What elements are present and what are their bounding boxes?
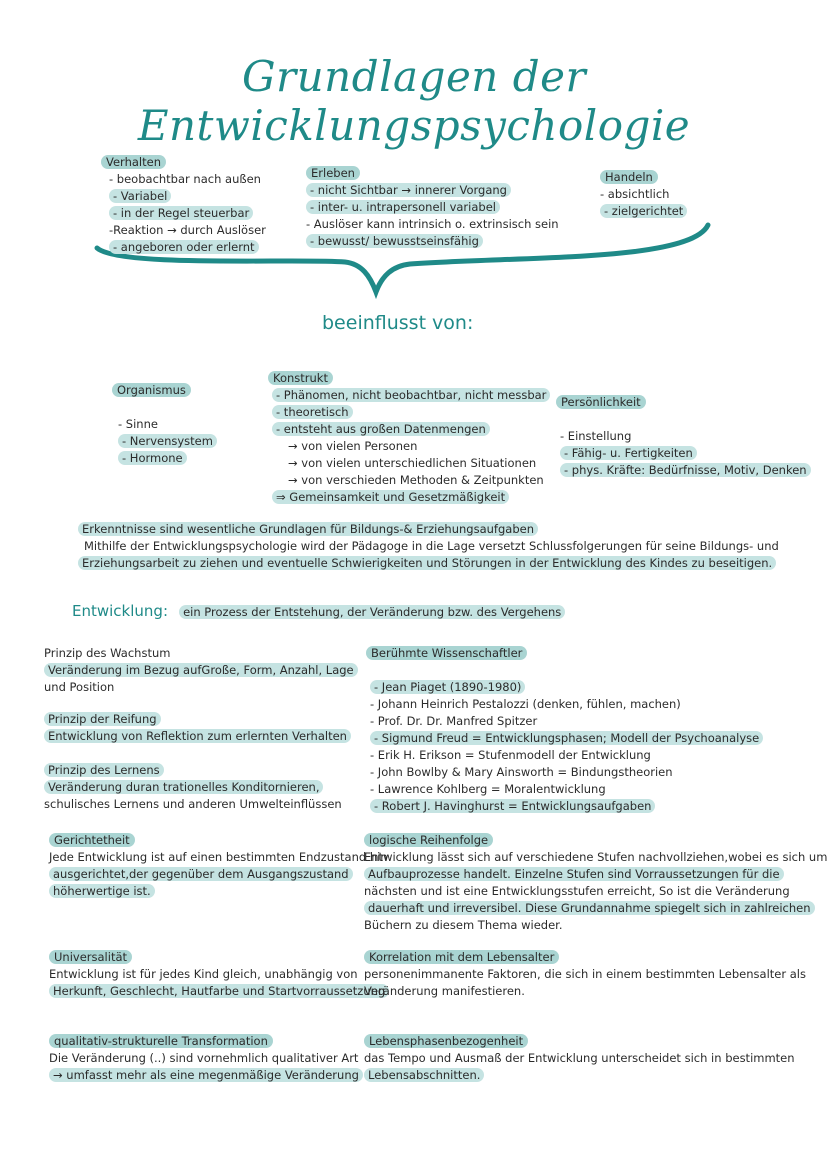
section-line: Veränderung duran trationelles Konditornieren,: [44, 780, 323, 794]
section-line: Die Veränderung (..) sind vornehmlich qualitativer Art: [49, 1051, 359, 1065]
section-line: und Position: [44, 680, 115, 694]
entwicklung-text: ein Prozess der Entstehung, der Veränderung bzw. des Vergehens: [179, 605, 565, 619]
organismus-block: [112, 382, 217, 467]
principle-transformation: [49, 1033, 363, 1084]
handeln-item: - absichtlich: [600, 187, 670, 201]
principle-lernens: [44, 762, 342, 813]
section-heading: Lebensphasenbezogenheit: [364, 1034, 528, 1048]
section-heading: Korrelation mit dem Lebensalter: [364, 950, 559, 964]
lebensphasenbezogenheit: [364, 1033, 795, 1084]
handeln-heading: Handeln: [600, 170, 658, 184]
page-title: Grundlagen der Entwicklungspsychologie: [137, 52, 691, 150]
section-line: schulisches Lernens und anderen Umwelteinflüssen: [44, 797, 342, 811]
verhalten-block: [101, 154, 266, 256]
section-line: Lebensabschnitten.: [364, 1068, 484, 1082]
organismus-item: - Sinne: [118, 417, 158, 431]
persoenlichkeit-heading: Persönlichkeit: [556, 395, 646, 409]
section-line: Jede Entwicklung ist auf einen bestimmten Endzustand hin: [49, 850, 388, 864]
scientist-item: - Lawrence Kohlberg = Moralentwicklung: [370, 782, 606, 796]
section-line: Veränderung im Bezug aufGroße, Form, Anzahl, Lage: [44, 663, 358, 677]
erleben-item: - Auslöser kann intrinsich o. extrinsisch sein: [306, 217, 559, 231]
section-line: Entwicklung von Reflektion zum erlernten Verhalten: [44, 729, 351, 743]
scientist-item: - Jean Piaget (1890-1980): [370, 680, 525, 694]
section-line: Herkunft, Geschlecht, Hautfarbe und Startvorraussetzung: [49, 984, 389, 998]
principle-reifung: [44, 711, 351, 745]
persoenlichkeit-item: - phys. Kräfte: Bedürfnisse, Motiv, Denken: [560, 463, 811, 477]
erleben-item: - inter- u. intrapersonell variabel: [306, 200, 500, 214]
section-line: → umfasst mehr als eine megenmäßige Veränderung: [49, 1068, 363, 1082]
section-heading: Prinzip des Lernens: [44, 763, 164, 777]
erleben-block: [306, 165, 559, 250]
scientist-item: - Johann Heinrich Pestalozzi (denken, fühlen, machen): [370, 697, 681, 711]
entwicklung-definition: [72, 601, 565, 621]
organismus-item: - Hormone: [118, 451, 187, 465]
verhalten-item: - beobachtbar nach außen: [109, 172, 261, 186]
paragraph-line: Mithilfe der Entwicklungspsychologie wird der Pädagoge in die Lage versetzt Schlussfolgerungen für seine Bildungs- und: [84, 539, 779, 553]
section-line: dauerhaft und irreversibel. Diese Grundannahme spiegelt sich in zahlreichen: [364, 901, 815, 915]
konstrukt-item: → von vielen Personen: [288, 439, 418, 453]
section-line: Entwicklung lässt sich auf verschiedene Stufen nachvollziehen,wobei es sich um: [364, 850, 828, 864]
erleben-item: - bewusst/ bewusstseinsfähig: [306, 234, 483, 248]
handeln-item: - zielgerichtet: [600, 204, 687, 218]
intro-paragraph: [78, 521, 779, 572]
paragraph-line: Erziehungsarbeit zu ziehen und eventuelle Schwierigkeiten und Störungen in der Entwicklung des Kindes zu beseitigen.: [78, 556, 776, 570]
section-line: Aufbauprozesse handelt. Einzelne Stufen sind Vorraussetzungen für die: [364, 867, 784, 881]
persoenlichkeit-block: [556, 394, 811, 479]
scientists-heading: Berühmte Wissenschaftler: [366, 646, 527, 660]
konstrukt-item: ⇒ Gemeinsamkeit und Gesetzmäßigkeit: [272, 490, 509, 504]
principle-gerichtetheit: [49, 832, 388, 900]
principle-wachstum: [44, 645, 358, 696]
scientists-block: [366, 645, 763, 815]
erleben-item: - nicht Sichtbar → innerer Vorgang: [306, 183, 511, 197]
scientist-item: - Prof. Dr. Dr. Manfred Spitzer: [370, 714, 538, 728]
logische-reihenfolge: [364, 832, 827, 934]
scientist-item: - Robert J. Havinghurst = Entwicklungsaufgaben: [370, 799, 655, 813]
section-line: nächsten und ist eine Entwicklungsstufen erreicht, So ist die Veränderung: [364, 884, 790, 898]
paragraph-line: Erkenntnisse sind wesentliche Grundlagen für Bildungs-& Erziehungsaufgaben: [78, 522, 538, 536]
section-line: ausgerichtet,der gegenüber dem Ausgangszustand: [49, 867, 353, 881]
persoenlichkeit-item: - Einstellung: [560, 429, 632, 443]
konstrukt-item: - Phänomen, nicht beobachtbar, nicht messbar: [272, 388, 550, 402]
persoenlichkeit-item: - Fähig- u. Fertigkeiten: [560, 446, 697, 460]
konstrukt-item: → von verschieden Methoden & Zeitpunkten: [288, 473, 544, 487]
konstrukt-item: → von vielen unterschiedlichen Situationen: [288, 456, 537, 470]
entwicklung-label: Entwicklung:: [72, 602, 168, 620]
scientist-item: - John Bowlby & Mary Ainsworth = Bindungstheorien: [370, 765, 673, 779]
scientist-item: - Erik H. Erikson = Stufenmodell der Entwicklung: [370, 748, 651, 762]
verhalten-heading: Verhalten: [101, 155, 166, 169]
section-heading: Prinzip der Reifung: [44, 712, 161, 726]
section-heading: logische Reihenfolge: [364, 833, 493, 847]
konstrukt-item: - entsteht aus großen Datenmengen: [272, 422, 490, 436]
korrelation-lebensalter: [364, 949, 806, 1000]
organismus-item: - Nervensystem: [118, 434, 217, 448]
handeln-block: [600, 169, 687, 220]
section-line: Entwicklung ist für jedes Kind gleich, unabhängig von: [49, 967, 358, 981]
konstrukt-heading: Konstrukt: [268, 371, 333, 385]
organismus-heading: Organismus: [112, 383, 191, 397]
konstrukt-block: [268, 370, 550, 506]
verhalten-item: -Reaktion → durch Auslöser: [109, 223, 266, 237]
section-heading: qualitativ-strukturelle Transformation: [49, 1034, 273, 1048]
section-line: das Tempo und Ausmaß der Entwicklung unterscheidet sich in bestimmten: [364, 1051, 795, 1065]
section-heading: Universalität: [49, 950, 132, 964]
scientist-item: - Sigmund Freud = Entwicklungsphasen; Modell der Psychoanalyse: [370, 731, 763, 745]
section-line: Veränderung manifestieren.: [364, 984, 525, 998]
verhalten-item: - Variabel: [109, 189, 171, 203]
principle-universalitaet: [49, 949, 389, 1000]
section-line: personenimmanente Faktoren, die sich in einem bestimmten Lebensalter als: [364, 967, 806, 981]
verhalten-item: - in der Regel steuerbar: [109, 206, 253, 220]
erleben-heading: Erleben: [306, 166, 360, 180]
section-line: höherwertige ist.: [49, 884, 155, 898]
section-heading: Gerichtetheit: [49, 833, 135, 847]
konstrukt-item: - theoretisch: [272, 405, 353, 419]
section-line: Büchern zu diesem Thema wieder.: [364, 918, 563, 932]
influence-label: beeinflusst von:: [322, 312, 474, 334]
section-heading: Prinzip des Wachstum: [44, 646, 171, 660]
verhalten-item: - angeboren oder erlernt: [109, 240, 259, 254]
